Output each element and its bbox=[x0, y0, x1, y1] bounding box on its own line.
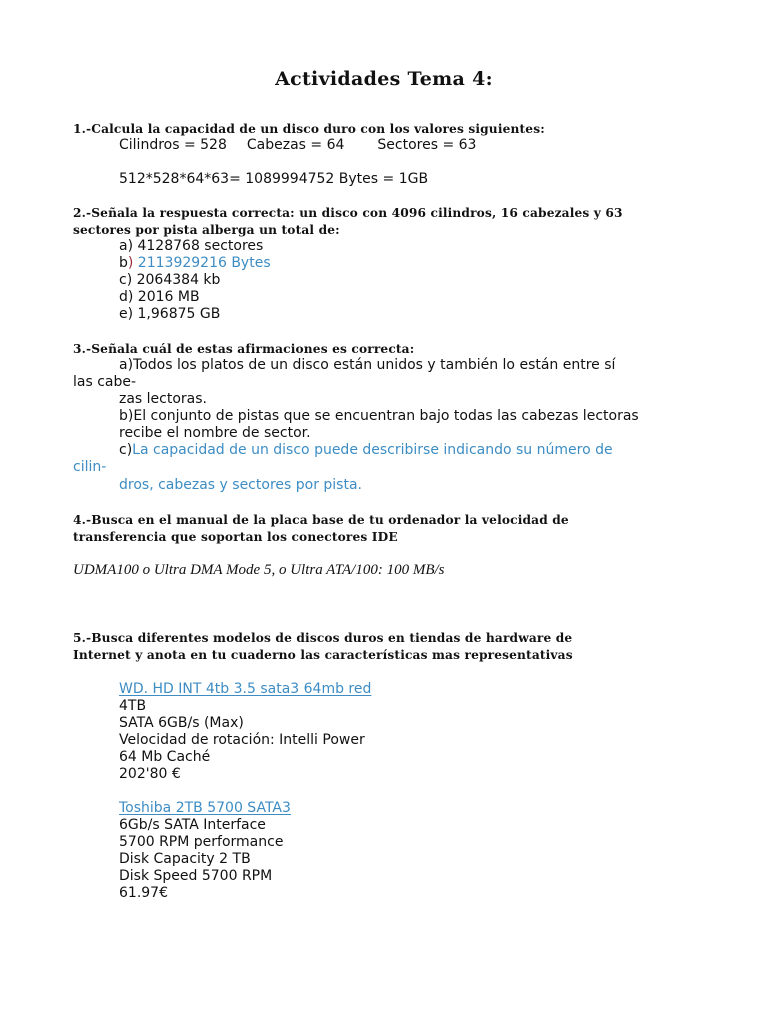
question-3-c-line3: dros, cabezas y sectores por pista. bbox=[119, 477, 362, 493]
product-spec: 6Gb/s SATA Interface bbox=[119, 817, 266, 833]
question-3-a-line1: a)Todos los platos de un disco están unidos y también lo están entre sí bbox=[119, 357, 616, 373]
question-3-a-line3: zas lectoras. bbox=[119, 391, 208, 407]
question-4-heading-line1: 4.-Busca en el manual de la placa base de tu ordenador la velocidad de bbox=[73, 513, 569, 527]
option-letter: a) bbox=[119, 238, 134, 254]
product-link-wd[interactable]: WD. HD INT 4tb 3.5 sata3 64mb red bbox=[119, 681, 372, 697]
cilindros-value: Cilindros = 528 bbox=[119, 137, 227, 153]
product-link-toshiba[interactable]: Toshiba 2TB 5700 SATA3 bbox=[119, 800, 291, 816]
question-4-heading-line2: transferencia que soportan los conectores IDE bbox=[73, 530, 398, 544]
question-5-heading-line2: Internet y anota en tu cuaderno las características mas representativas bbox=[73, 648, 573, 662]
question-3-heading: 3.-Señala cuál de estas afirmaciones es correcta: bbox=[73, 342, 415, 356]
product-spec: 4TB bbox=[119, 698, 147, 714]
question-2-option-a bbox=[119, 238, 263, 255]
question-3-b-line2: recibe el nombre de sector. bbox=[119, 425, 311, 441]
question-1-answer: 512*528*64*63= 1089994752 Bytes = 1GB bbox=[119, 171, 429, 187]
question-3-c-line2: cilin- bbox=[73, 459, 107, 475]
question-1-values bbox=[119, 137, 476, 154]
page-title: Actividades Tema 4: bbox=[275, 68, 493, 90]
option-text-correct: La capacidad de un disco puede describirse indicando su número de bbox=[132, 442, 613, 458]
product-price: 61.97€ bbox=[119, 885, 168, 901]
option-letter: c) bbox=[119, 442, 133, 458]
option-text: 1,96875 GB bbox=[133, 306, 221, 322]
option-text: 2016 MB bbox=[133, 289, 200, 305]
question-1-heading: 1.-Calcula la capacidad de un disco duro con los valores siguientes: bbox=[73, 122, 545, 136]
question-2-option-e bbox=[119, 306, 220, 323]
question-3-c-line1 bbox=[119, 442, 613, 459]
question-2-option-c bbox=[119, 272, 220, 289]
question-2-option-d bbox=[119, 289, 200, 306]
product-price: 202'80 € bbox=[119, 766, 181, 782]
option-letter: e) bbox=[119, 306, 134, 322]
option-letter: d) bbox=[119, 289, 134, 305]
question-2-heading-line2: sectores por pista alberga un total de: bbox=[73, 223, 340, 237]
question-3-a-line2: las cabe- bbox=[73, 374, 137, 390]
question-2-heading-line1: 2.-Señala la respuesta correcta: un disco con 4096 cilindros, 16 cabezales y 63 bbox=[73, 206, 623, 220]
product-spec: SATA 6GB/s (Max) bbox=[119, 715, 244, 731]
question-2-option-b: b) 2113929216 Bytes bbox=[119, 255, 271, 271]
product-spec: 5700 RPM performance bbox=[119, 834, 284, 850]
question-4-answer: UDMA100 o Ultra DMA Mode 5, o Ultra ATA/100: 100 MB/s bbox=[73, 562, 445, 578]
question-5-heading-line1: 5.-Busca diferentes modelos de discos duros en tiendas de hardware de bbox=[73, 631, 573, 645]
option-text: 2064384 kb bbox=[132, 272, 221, 288]
product-spec: Velocidad de rotación: Intelli Power bbox=[119, 732, 365, 748]
cabezas-value: Cabezas = 64 bbox=[246, 137, 345, 153]
option-text: 4128768 sectores bbox=[133, 238, 264, 254]
product-spec: 64 Mb Caché bbox=[119, 749, 211, 765]
question-3-b-line1: b)El conjunto de pistas que se encuentran bajo todas las cabezas lectoras bbox=[119, 408, 639, 424]
product-spec: Disk Capacity 2 TB bbox=[119, 851, 251, 867]
option-letter-paren: ) bbox=[127, 255, 134, 271]
sectores-value: Sectores = 63 bbox=[377, 137, 477, 153]
option-letter: c) bbox=[119, 272, 133, 288]
option-text-correct: 2113929216 Bytes bbox=[133, 255, 271, 271]
product-spec: Disk Speed 5700 RPM bbox=[119, 868, 273, 884]
